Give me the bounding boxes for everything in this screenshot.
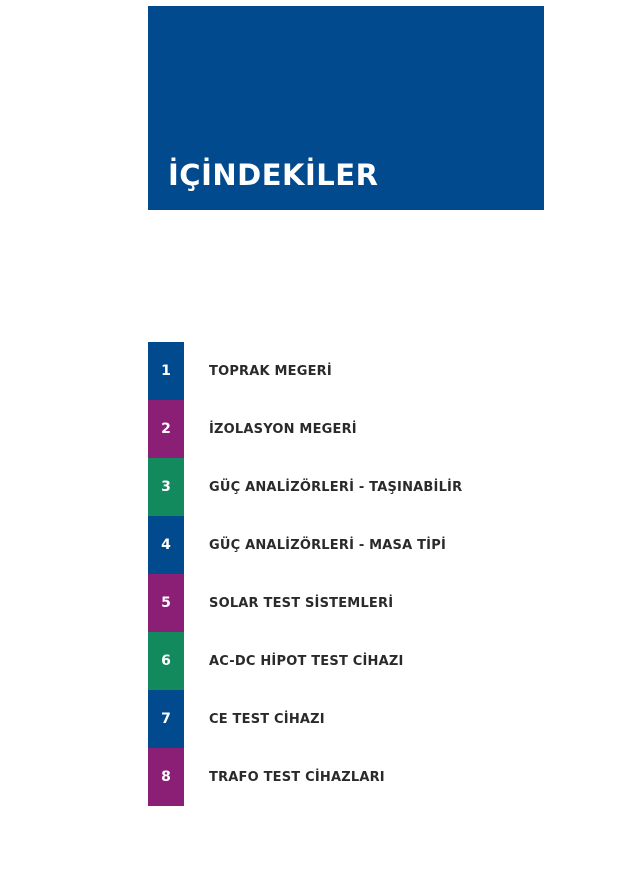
toc-item-7[interactable] (148, 690, 588, 748)
toc-item-3[interactable] (148, 458, 588, 516)
page-title: İÇİNDEKİLER (168, 158, 379, 192)
toc-number-badge: 1 (148, 342, 184, 400)
toc-item-4[interactable] (148, 516, 588, 574)
toc-item-6[interactable] (148, 632, 588, 690)
toc-item-label: TRAFO TEST CİHAZLARI (209, 769, 385, 785)
toc-item-label: GÜÇ ANALİZÖRLERİ - TAŞINABİLİR (209, 479, 463, 495)
toc-number-badge: 5 (148, 574, 184, 632)
toc-number-badge: 2 (148, 400, 184, 458)
toc-item-1[interactable] (148, 342, 588, 400)
toc-number-badge: 8 (148, 748, 184, 806)
toc-number-badge: 3 (148, 458, 184, 516)
toc-item-label: SOLAR TEST SİSTEMLERİ (209, 595, 394, 611)
toc-item-2[interactable] (148, 400, 588, 458)
toc-number-badge: 4 (148, 516, 184, 574)
table-of-contents (148, 342, 588, 806)
toc-number-badge: 7 (148, 690, 184, 748)
toc-item-label: AC-DC HİPOT TEST CİHAZI (209, 653, 404, 669)
toc-item-8[interactable] (148, 748, 588, 806)
toc-item-label: CE TEST CİHAZI (209, 711, 325, 727)
toc-number-badge: 6 (148, 632, 184, 690)
toc-item-label: GÜÇ ANALİZÖRLERİ - MASA TİPİ (209, 537, 446, 553)
toc-item-label: TOPRAK MEGERİ (209, 363, 332, 379)
header-banner (148, 6, 544, 210)
toc-item-label: İZOLASYON MEGERİ (209, 421, 357, 437)
toc-item-5[interactable] (148, 574, 588, 632)
